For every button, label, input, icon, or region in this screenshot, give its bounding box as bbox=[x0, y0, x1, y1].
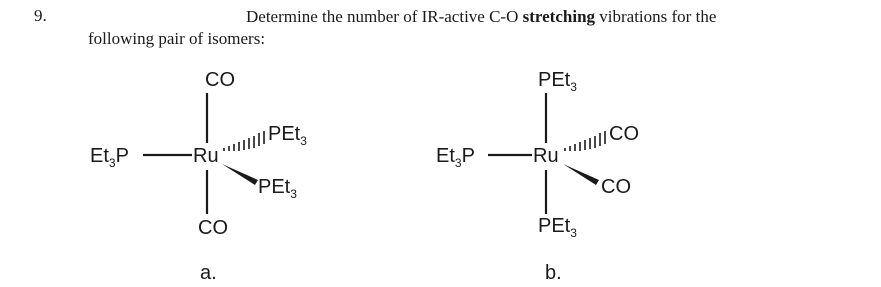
isomer-a-hashed-bond bbox=[224, 131, 264, 151]
isomer-a-metal: Ru bbox=[193, 145, 219, 167]
isomer-b bbox=[436, 69, 639, 284]
isomer-a-label: a. bbox=[200, 262, 217, 284]
question-number: 9. bbox=[34, 6, 47, 25]
isomer-a-bottom-ligand: CO bbox=[198, 217, 228, 239]
question-emphasis: stretching bbox=[522, 7, 596, 26]
isomer-a bbox=[90, 69, 307, 284]
isomer-b-bottom-ligand: PEt$_3$ bbox=[538, 215, 577, 240]
question-text-line2: following pair of isomers: bbox=[88, 29, 266, 48]
isomer-b-hashed-bond bbox=[565, 131, 605, 151]
isomer-b-hashed-ligand: CO bbox=[609, 123, 639, 145]
question-suffix: vibrations for the bbox=[595, 7, 717, 26]
isomer-b-wedge-ligand: CO bbox=[601, 176, 631, 198]
isomer-b-left-ligand: $Et_3P$ bbox=[436, 145, 475, 170]
isomer-b-metal: Ru bbox=[533, 145, 559, 167]
question-prefix: Determine the number of IR-active C-O bbox=[246, 7, 523, 26]
isomer-a-wedge-bond bbox=[222, 164, 258, 185]
isomer-b-label: b. bbox=[545, 262, 562, 284]
isomer-a-wedge-ligand: PEt$_3$ bbox=[258, 176, 297, 201]
isomer-b-wedge-bond bbox=[563, 164, 599, 185]
isomer-a-hashed-ligand: PEt$_3$ bbox=[268, 123, 307, 148]
isomer-a-top-ligand: CO bbox=[205, 69, 235, 91]
isomer-a-left-ligand: $Et_3P$ bbox=[90, 145, 129, 170]
isomer-b-top-ligand: PEt$_3$ bbox=[538, 69, 577, 94]
